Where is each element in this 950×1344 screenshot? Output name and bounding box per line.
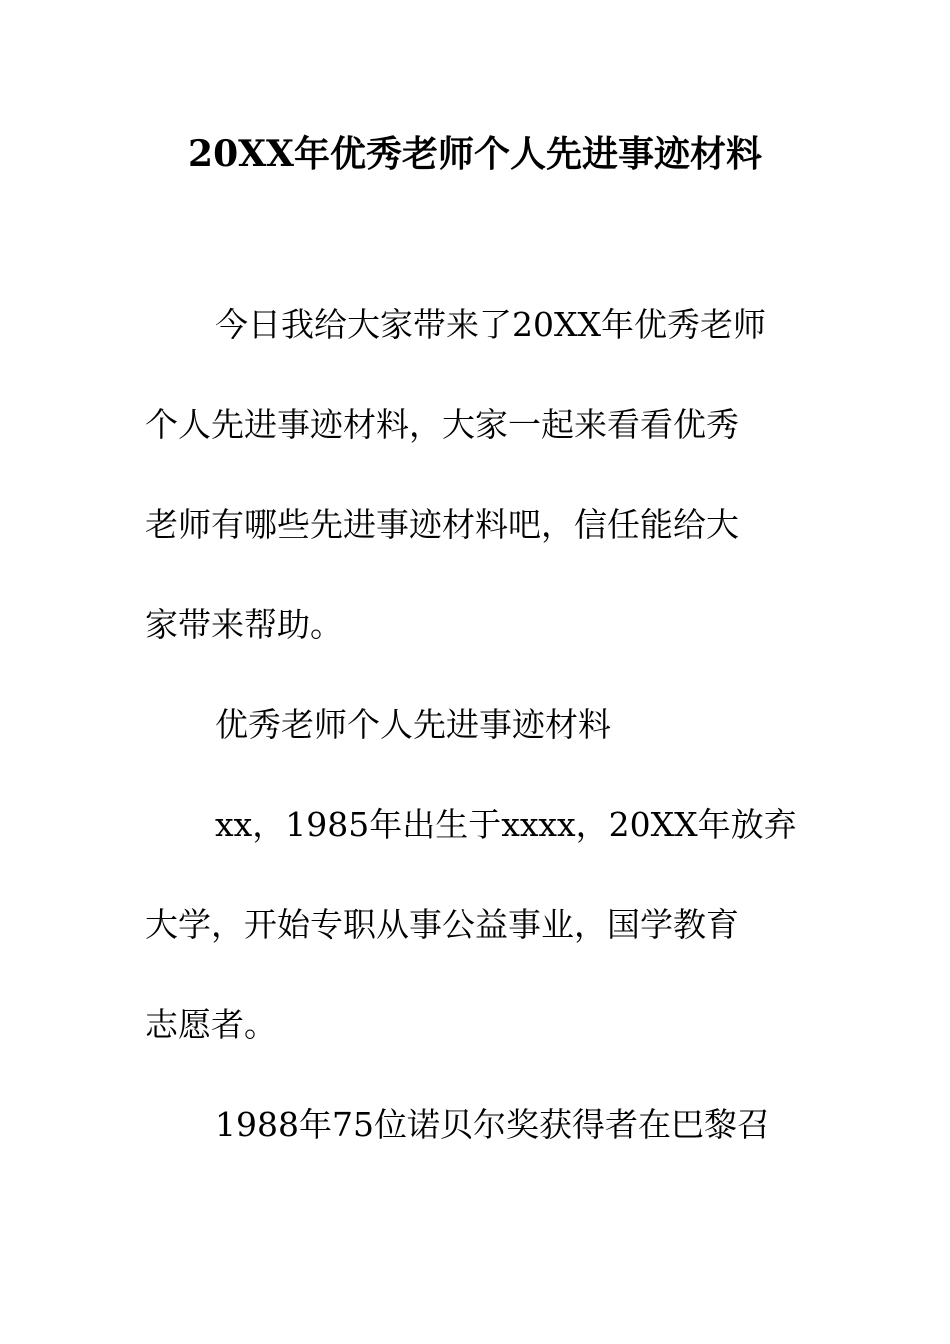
- document-body: [145, 300, 805, 1200]
- paragraph-line: 大学，开始专职从事公益事业，国学教育: [145, 905, 739, 944]
- paragraph-line: 今日我给大家带来了20XX年优秀老师: [215, 305, 766, 344]
- paragraph-line: 老师有哪些先进事迹材料吧，信任能给大: [145, 505, 739, 544]
- paragraph-line: 家带来帮助。: [145, 605, 343, 644]
- paragraph-line: xx，1985年出生于xxxx，20XX年放弃: [215, 805, 797, 844]
- paragraph-line: 个人先进事迹材料，大家一起来看看优秀: [145, 405, 739, 444]
- paragraph-line: 1988年75位诺贝尔奖获得者在巴黎召: [215, 1105, 770, 1144]
- paragraph-line: 志愿者。: [145, 1005, 277, 1044]
- document-title: 20XX年优秀老师个人先进事迹材料: [188, 133, 762, 175]
- section-heading: 优秀老师个人先进事迹材料: [215, 705, 611, 744]
